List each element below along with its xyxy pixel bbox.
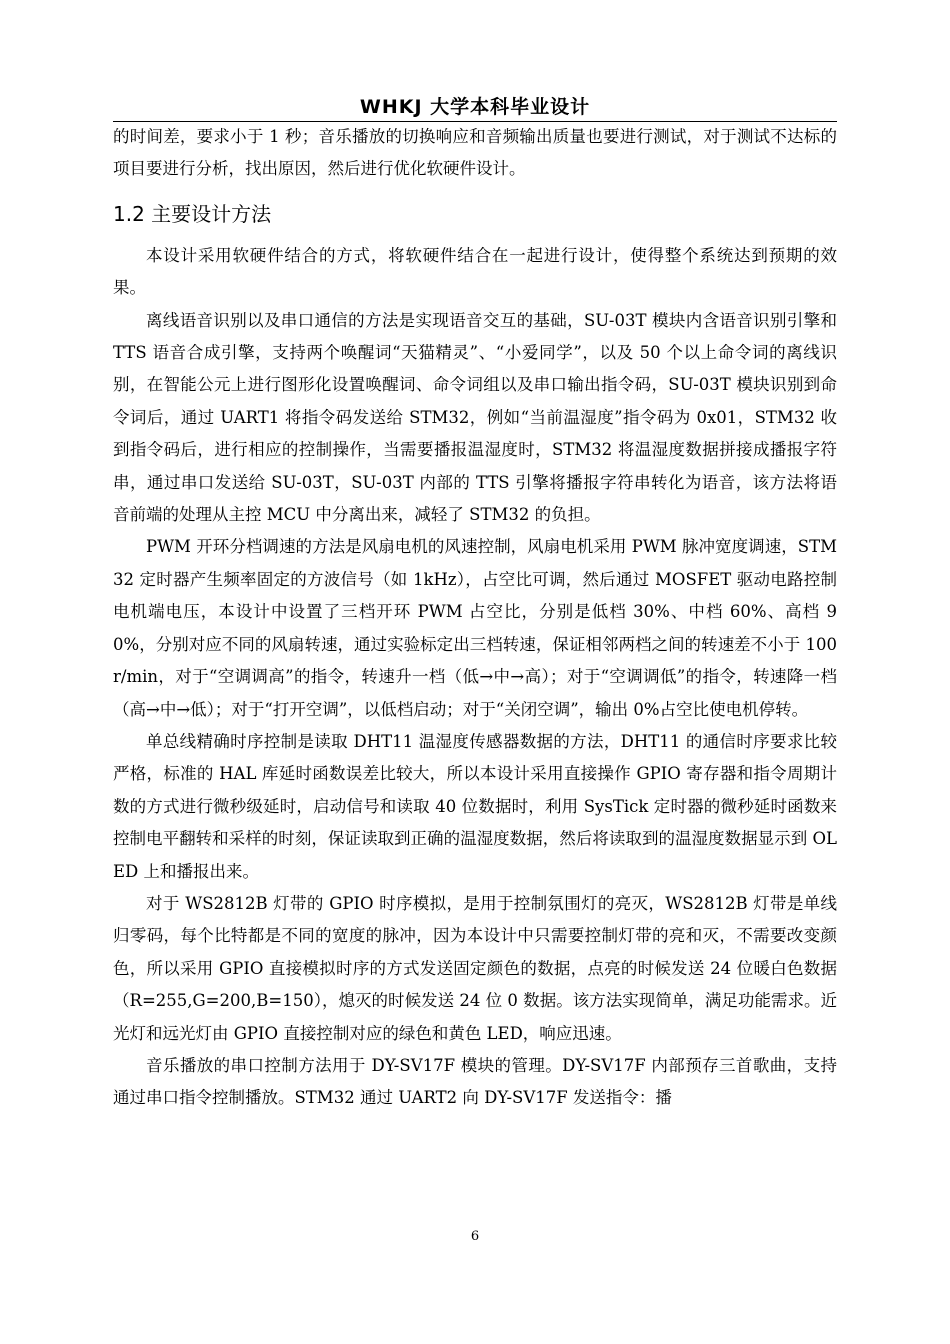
paragraph-pwm-control: PWM 开环分档调速的方法是风扇电机的风速控制，风扇电机采用 PWM 脉冲宽度调速，STM32 定时器产生频率固定的方波信号（如 1kHz），占空比可调，然后通过 MOSFET 驱动电路控制电机端电压，本设计中设置了三档开环 PWM 占空比，分别是低档 30%、中档 60%、高档 90%，分别对应不同的风扇转速，通过实验标定出三档转速，保证相邻两档之间的转速差不小于 100r/min，对于“空调调高”的指令，转速升一档（低→中→高）；对于“空调调低”的指令，转速降一档（高→中→低）；对于“打开空调”，以低档启动；对于“关闭空调”，输出 0%占空比使电机停转。: [113, 537, 837, 719]
paragraph-continued: 的时间差，要求小于 1 秒；音乐播放的切换响应和音频输出质量也要进行测试，对于测试不达标的项目要进行分析，找出原因，然后进行优化软硬件设计。: [113, 127, 837, 179]
page-body: [113, 121, 837, 1115]
page-header: WHKJ 大学本科毕业设计: [359, 96, 591, 118]
paragraph-ws2812b: 对于 WS2812B 灯带的 GPIO 时序模拟，是用于控制氛围灯的亮灭，WS2812B 灯带是单线归零码，每个比特都是不同的宽度的脉冲，因为本设计中只需要控制灯带的亮和灭，不需要改变颜色，所以采用 GPIO 直接模拟时序的方式发送固定颜色的数据，点亮的时候发送 24 位暖白色数据（R=255,G=200,B=150），熄灭的时候发送 24 位 0 数据。该方法实现简单，满足功能需求。近光灯和远光灯由 GPIO 直接控制对应的绿色和黄色 LED，响应迅速。: [113, 893, 837, 1043]
paragraph-music-playback: 音乐播放的串口控制方法用于 DY-SV17F 模块的管理。DY-SV17F 内部预存三首歌曲，支持通过串口指令控制播放。STM32 通过 UART2 向 DY-SV17F 发送指令：播: [113, 1055, 837, 1108]
section-heading: 1.2 主要设计方法: [113, 201, 272, 226]
page-number: 6: [470, 1229, 480, 1244]
paragraph-dht11-timing: 单总线精确时序控制是读取 DHT11 温湿度传感器数据的方法，DHT11 的通信时序要求比较严格，标准的 HAL 库延时函数误差比较大，所以本设计采用直接操作 GPIO 寄存器和指令周期计数的方式进行微秒级延时，启动信号和读取 40 位数据时，利用 SysTick 定时器的微秒延时函数来控制电平翻转和采样的时刻，保证读取到正确的温湿度数据，然后将读取到的温湿度数据显示到 OLED 上和播报出来。: [113, 731, 837, 881]
paragraph-voice-recognition: 离线语音识别以及串口通信的方法是实现语音交互的基础，SU-03T 模块内含语音识别引擎和 TTS 语音合成引擎，支持两个唤醒词“天猫精灵”、“小爱同学”，以及 50 个以上命令词的离线识别，在智能公元上进行图形化设置唤醒词、命令词组以及串口输出指令码，SU-03T 模块识别到命令词后，通过 UART1 将指令码发送给 STM32，例如“当前温湿度”指令码为 0x01，STM32 收到指令码后，进行相应的控制操作，当需要播报温湿度时，STM32 将温湿度数据拼接成播报字符串，通过串口发送给 SU-03T，SU-03T 内部的 TTS 引擎将播报字符串转化为语音，该方法将语音前端的处理从主控 MCU 中分离出来，减轻了 STM32 的负担。: [113, 310, 837, 525]
paragraph-design-approach: 本设计采用软硬件结合的方式，将软硬件结合在一起进行设计，使得整个系统达到预期的效果。: [113, 245, 837, 298]
